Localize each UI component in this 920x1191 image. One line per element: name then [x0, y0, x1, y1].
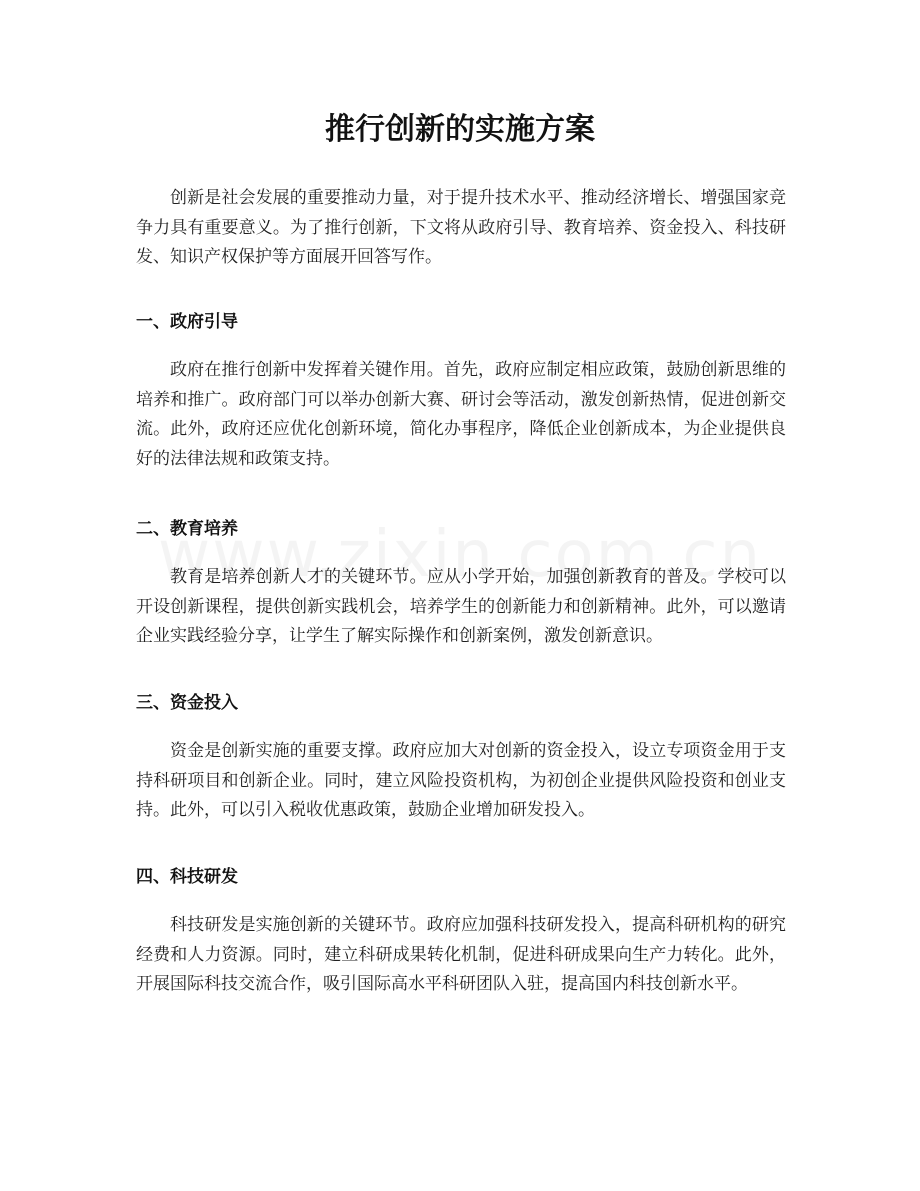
section-research [136, 864, 786, 890]
section-education [136, 516, 786, 542]
section-government [136, 309, 786, 335]
section-paragraph: 资金是创新实施的重要支撑。政府应加大对创新的资金投入，设立专项资金用于支持科研项目和创新企业。同时，建立风险投资机构，为初创企业提供风险投资和创业支持。此外，可以引入税收优惠政策，鼓励企业增加研发投入。 [136, 741, 786, 820]
section-research-body [136, 911, 786, 1000]
section-heading: 一、政府引导 [136, 312, 238, 332]
section-paragraph: 教育是培养创新人才的关键环节。应从小学开始，加强创新教育的普及。学校可以开设创新课程，提供创新实践机会，培养学生的创新能力和创新精神。此外，可以邀请企业实践经验分享，让学生了解实际操作和创新案例，激发创新意识。 [136, 567, 786, 646]
section-heading: 二、教育培养 [136, 519, 238, 539]
section-education-body [136, 563, 786, 652]
intro-paragraph: 创新是社会发展的重要推动力量，对于提升技术水平、推动经济增长、增强国家竞争力具有重要意义。为了推行创新，下文将从政府引导、教育培养、资金投入、科技研发、知识产权保护等方面展开回答写作。 [136, 188, 786, 267]
intro-block [136, 184, 786, 273]
section-government-body [136, 356, 786, 474]
section-heading: 三、资金投入 [136, 693, 238, 713]
section-heading: 四、科技研发 [136, 867, 238, 887]
document-title: 推行创新的实施方案 [325, 112, 595, 147]
section-paragraph: 科技研发是实施创新的关键环节。政府应加强科技研发投入，提高科研机构的研究经费和人力资源。同时，建立科研成果转化机制，促进科研成果向生产力转化。此外，开展国际科技交流合作，吸引国际高水平科研团队入驻，提高国内科技创新水平。 [136, 915, 786, 994]
section-funding-body [136, 737, 786, 826]
section-paragraph: 政府在推行创新中发挥着关键作用。首先，政府应制定相应政策，鼓励创新思维的培养和推广。政府部门可以举办创新大赛、研讨会等活动，激发创新热情，促进创新交流。此外，政府还应优化创新环境，简化办事程序，降低企业创新成本，为企业提供良好的法律法规和政策支持。 [136, 360, 786, 469]
section-funding [136, 690, 786, 716]
